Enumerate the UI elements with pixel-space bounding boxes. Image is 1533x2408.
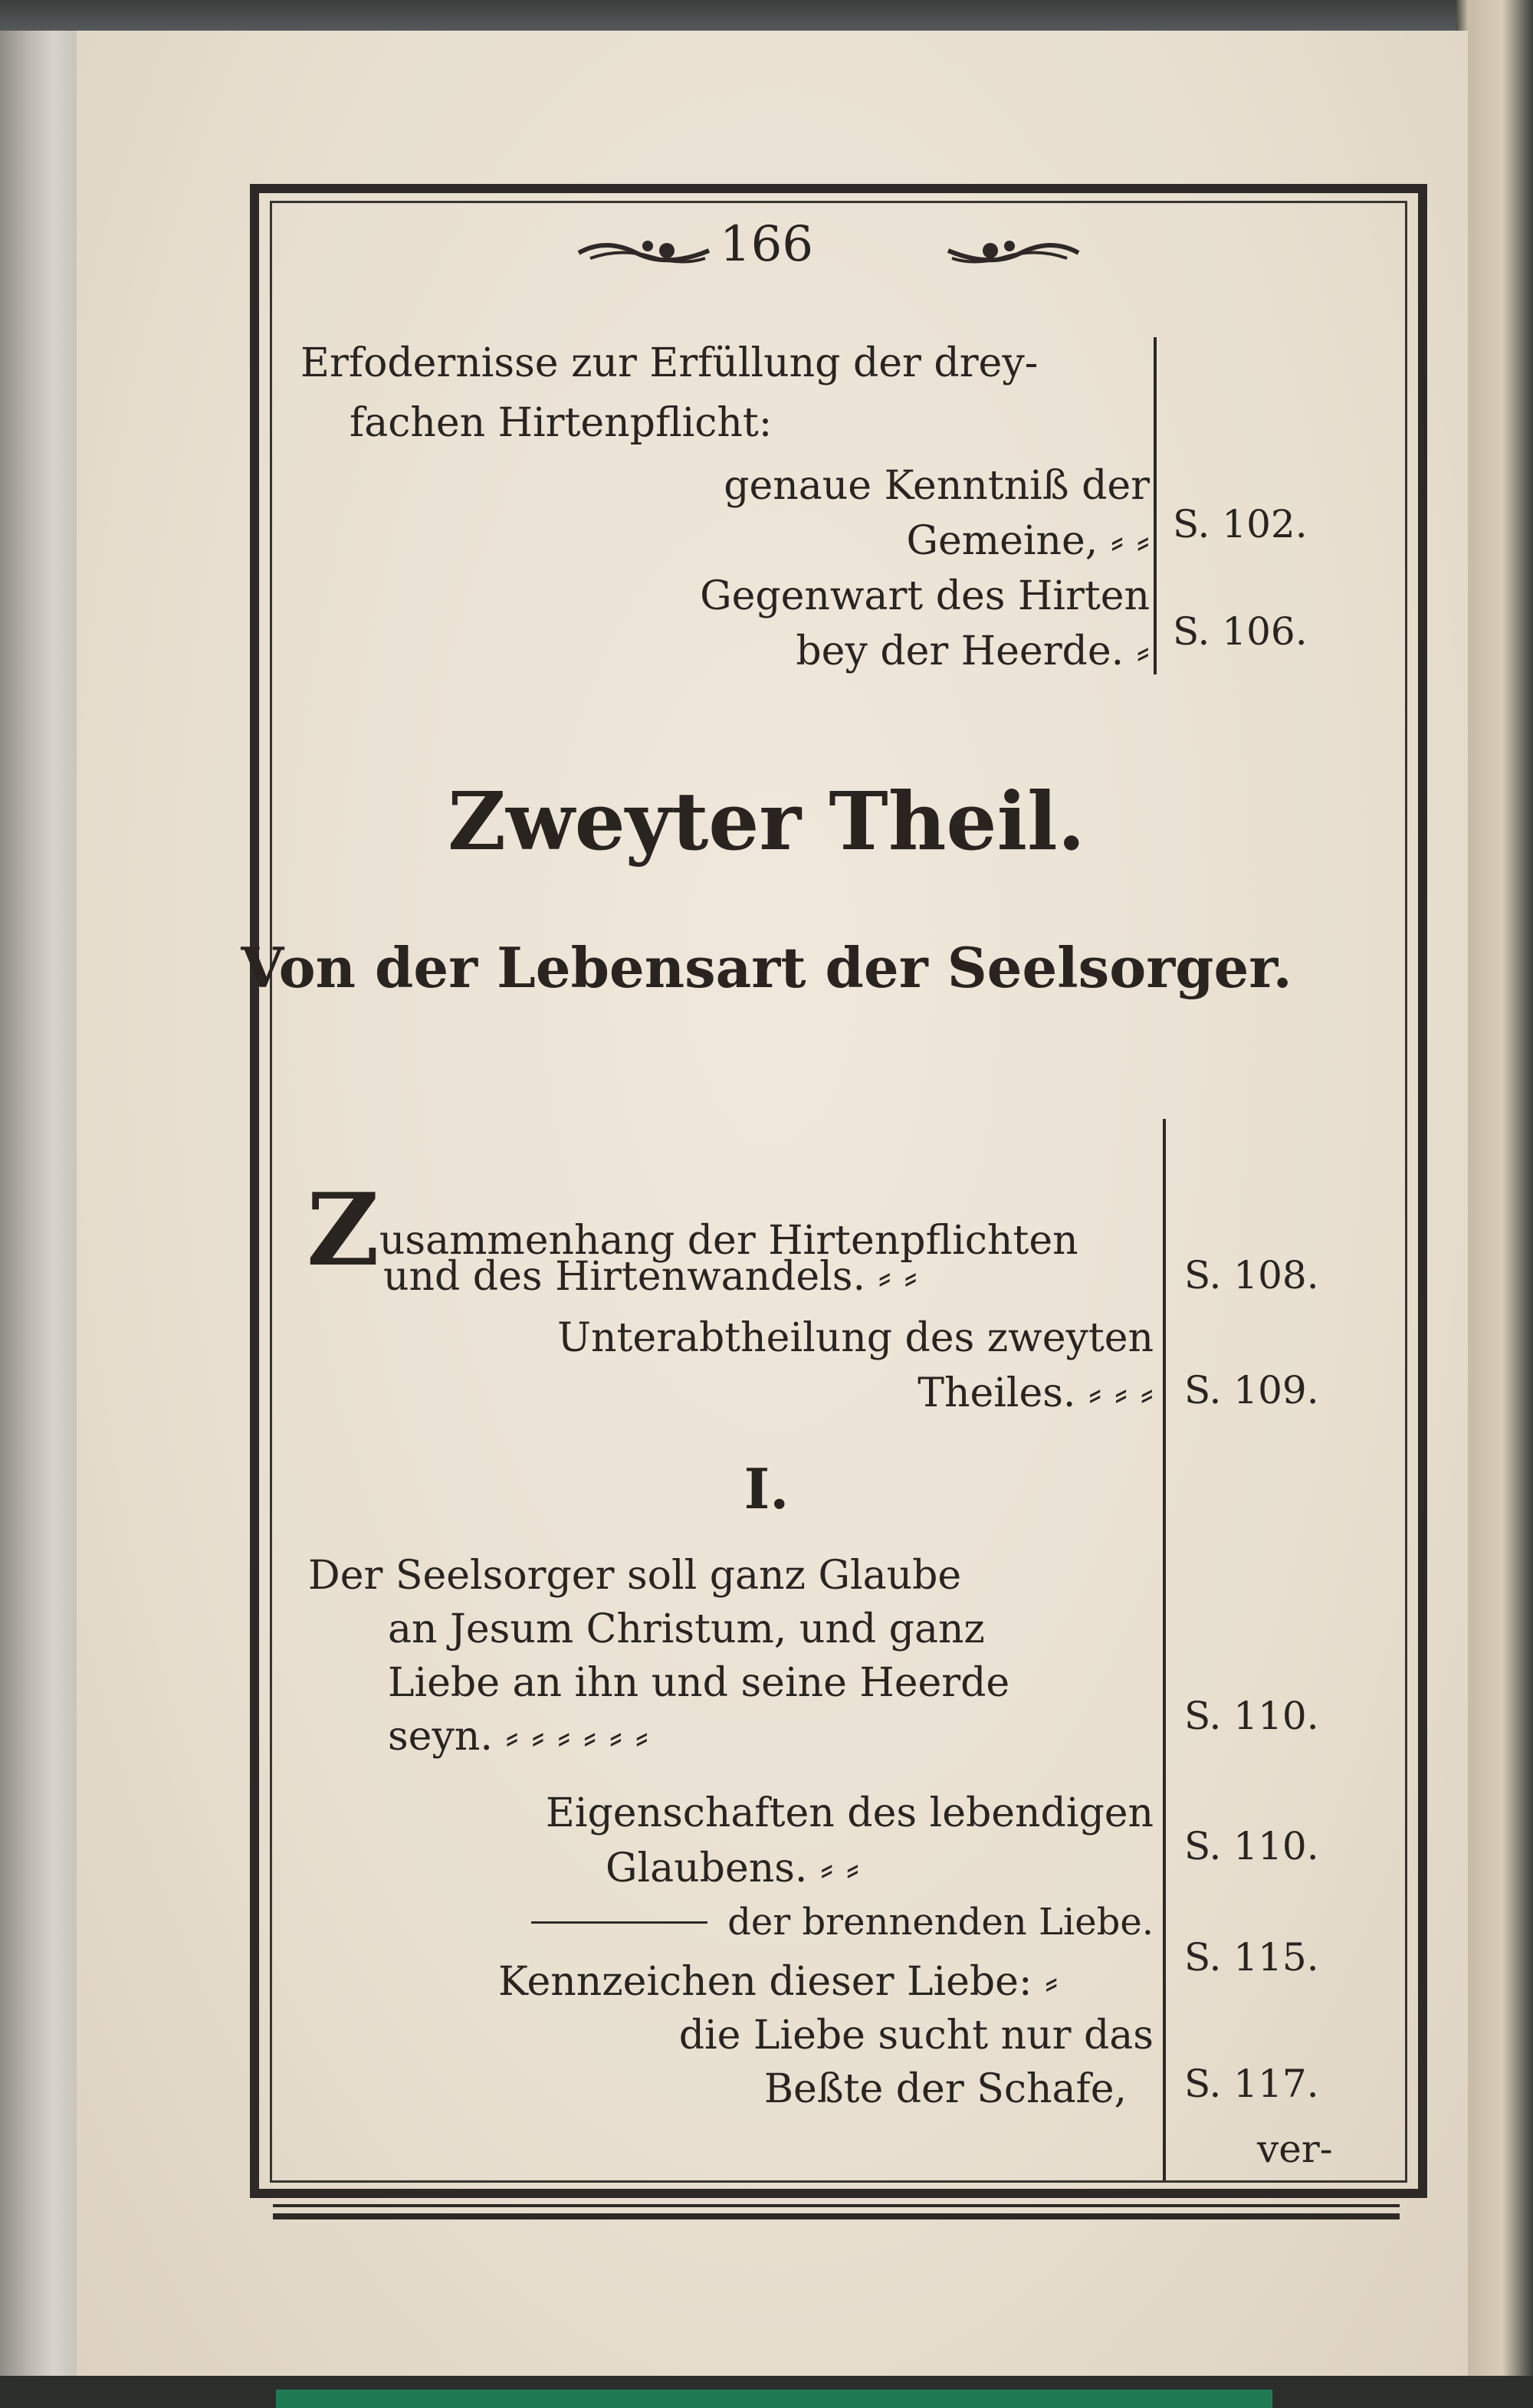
ref-109: S. 109. [1184, 1368, 1319, 1412]
top-heading-line1: Erfodernisse zur Erfüllung der drey- [300, 340, 1039, 386]
part-title: Zweyter Theil. [448, 774, 1085, 868]
sub-eigenschaften-line2: Glaubens. ⸗ ⸗ [606, 1845, 860, 1891]
ref-102: S. 102. [1173, 502, 1308, 546]
entry-unterabtheilung-line1: Unterabtheilung des zweyten [557, 1315, 1154, 1361]
ditto-rule [531, 1921, 707, 1924]
entry-zusammenhang-text: usammenhang der Hirtenpflichten [379, 1218, 1078, 1264]
green-bookmark-strip [276, 2390, 1272, 2408]
section-main-line3: Liebe an ihn und seine Heerde [388, 1660, 1010, 1706]
page-frame-bottom-bar [273, 2204, 1400, 2219]
section-main-line1: Der Seelsorger soll ganz Glaube [308, 1553, 962, 1599]
book-left-edge [0, 0, 77, 2408]
part-subtitle: Von der Lebensart der Seelsorger. [241, 935, 1292, 1000]
right-ornament-icon [944, 234, 1082, 272]
sub-kennzeichen-line2: die Liebe sucht nur das [678, 2013, 1154, 2059]
sub-brennende-liebe-text: der brennenden Liebe. [727, 1901, 1154, 1944]
ref-117: S. 117. [1184, 2062, 1319, 2106]
page-number: 166 [719, 216, 814, 273]
sub-eigenschaften-line1: Eigenschaften des lebendigen [545, 1790, 1154, 1836]
item-kenntniss-line2: Gemeine, ⸗ ⸗ [906, 518, 1150, 564]
ref-110-sub: S. 110. [1184, 1824, 1319, 1868]
entry-zusammenhang-line2: und des Hirtenwandels. ⸗ ⸗ [383, 1254, 918, 1300]
ref-110-main: S. 110. [1184, 1694, 1319, 1738]
ref-115: S. 115. [1184, 1935, 1319, 1980]
sub-kennzeichen-line1: Kennzeichen dieser Liebe: ⸗ [498, 1959, 1059, 2005]
item-gegenwart-line1: Gegenwart des Hirten [700, 573, 1150, 619]
drop-cap: Z [307, 1171, 379, 1288]
column-divider-top [1154, 337, 1157, 674]
item-gegenwart-line2: bey der Heerde. ⸗ [796, 628, 1150, 674]
entry-unterabtheilung-line2: Theiles. ⸗ ⸗ ⸗ [918, 1370, 1154, 1416]
sub-kennzeichen-line3: Beßte der Schafe, [763, 2066, 1127, 2112]
catchword: ver- [1257, 2127, 1333, 2171]
section-main-line4: seyn. ⸗ ⸗ ⸗ ⸗ ⸗ ⸗ [388, 1714, 648, 1760]
sub-brennende-liebe [531, 1901, 1154, 1944]
section-numeral: I. [744, 1456, 789, 1521]
top-heading-line2: fachen Hirtenpflicht: [350, 400, 773, 446]
ref-108: S. 108. [1184, 1253, 1319, 1297]
book-right-edge [1456, 0, 1533, 2408]
column-divider-bottom [1163, 1119, 1166, 2180]
ref-106: S. 106. [1173, 609, 1308, 654]
book-top-edge [0, 0, 1533, 31]
section-main-line2: an Jesum Christum, und ganz [388, 1606, 985, 1652]
item-kenntniss-line1: genaue Kenntniß der [724, 463, 1150, 509]
